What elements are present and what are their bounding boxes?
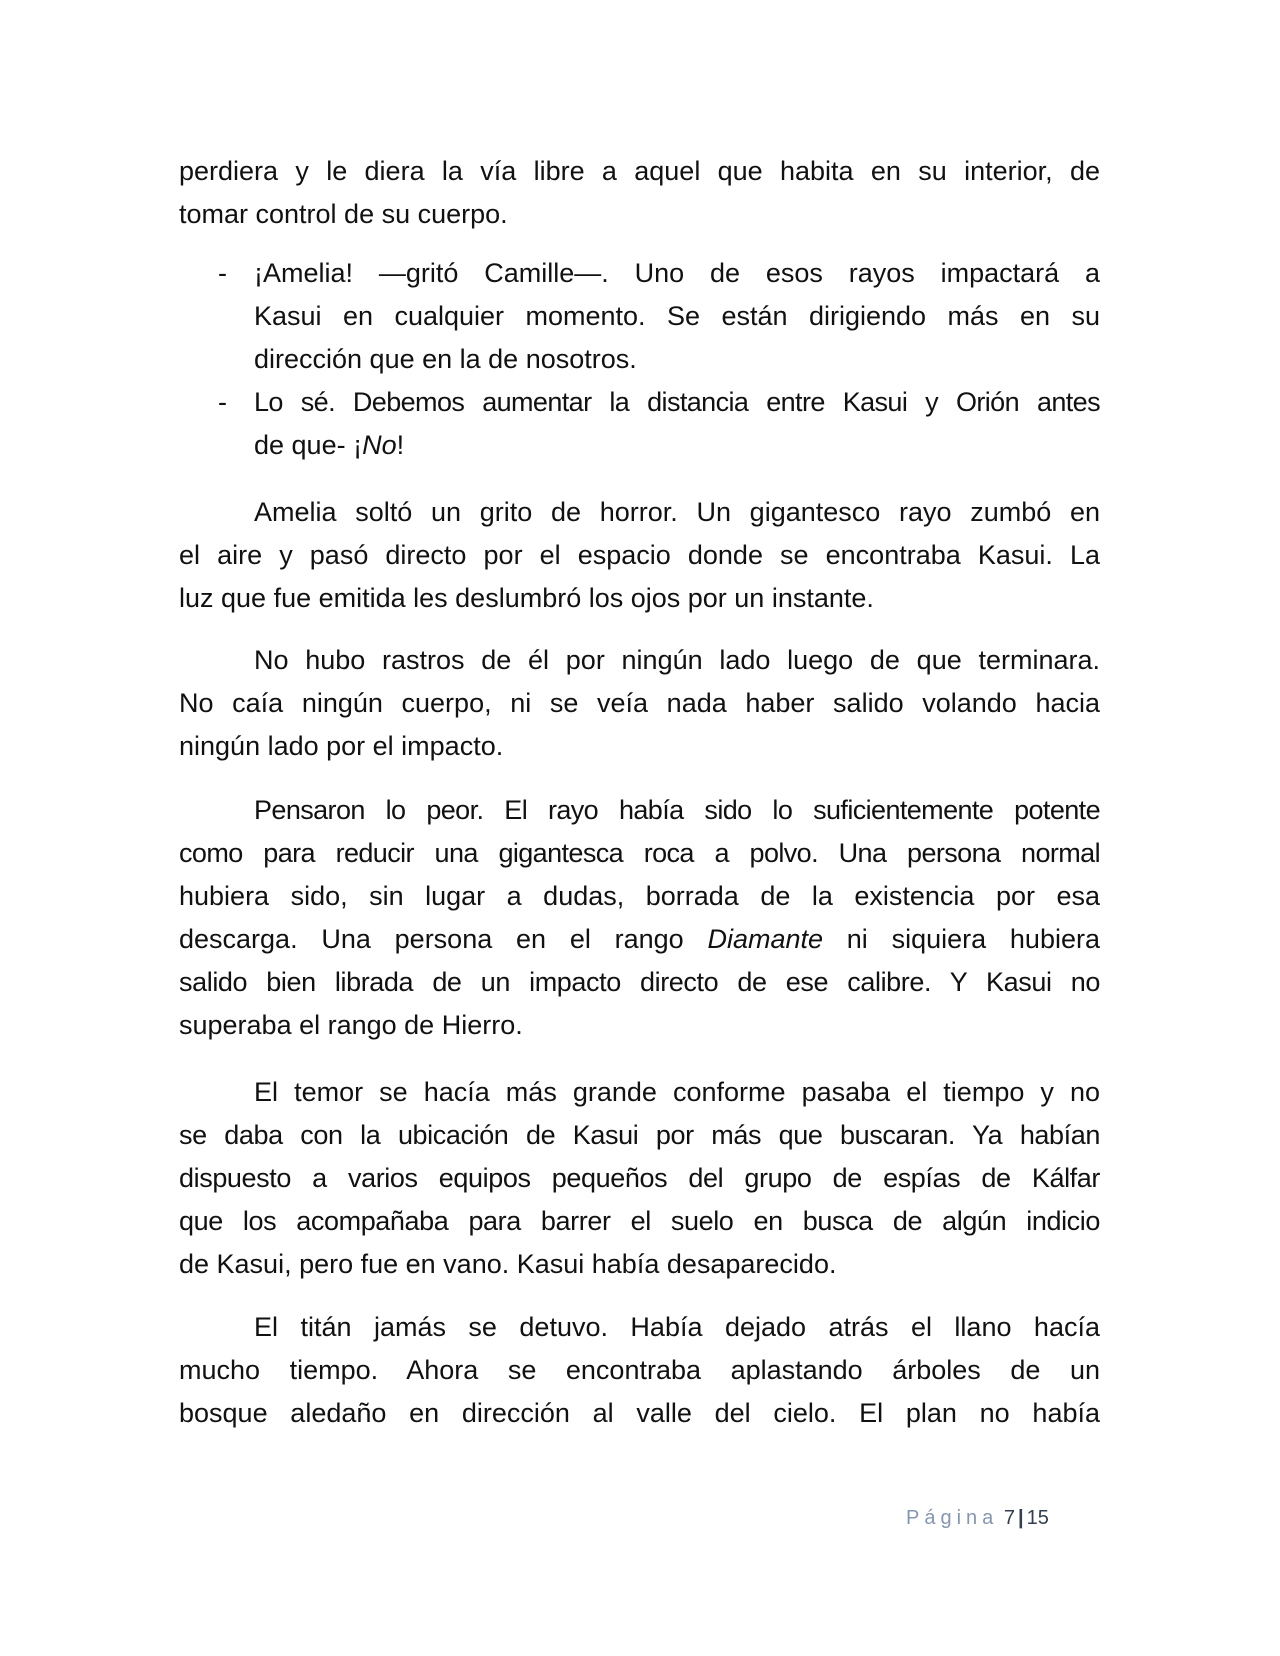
text-line [179,923,1100,955]
text-line: Lo sé. Debemos aumentar la distancia entre Kasui y Orión antes [254,387,1100,417]
text-line: No caía ningún cuerpo, ni se veía nada haber salido volando hacia [179,688,1100,718]
text-line: ningún lado por el impacto. [179,731,504,761]
page-footer [906,1506,1049,1530]
text-line: que los acompañaba para barrer el suelo en busca de algún indicio [179,1206,1100,1236]
text-line: perdiera y le diera la vía libre a aquel que habita en su interior, de [179,156,1100,186]
dialogue-dash: - [218,387,227,417]
page-total: 15 [1026,1507,1049,1529]
text-line: tomar control de su cuerpo. [179,199,508,229]
text-line [254,429,404,461]
text-line: de Kasui, pero fue en vano. Kasui había desaparecido. [179,1249,837,1279]
page-label: Página [906,1507,999,1529]
text-line: se daba con la ubicación de Kasui por más que buscaran. Ya habían [179,1120,1100,1150]
text-line: como para reducir una gigantesca roca a polvo. Una persona normal [179,838,1100,868]
text-line: No hubo rastros de él por ningún lado luego de que terminara. [254,645,1100,675]
text-line: bosque aledaño en dirección al valle del cielo. El plan no había [179,1398,1100,1428]
text-line: El temor se hacía más grande conforme pasaba el tiempo y no [254,1077,1100,1107]
page-number: 7 [1003,1507,1015,1529]
text-line: El titán jamás se detuvo. Había dejado atrás el llano hacía [254,1312,1100,1342]
text-line: hubiera sido, sin lugar a dudas, borrada de la existencia por esa [179,881,1100,911]
text-line: Pensaron lo peor. El rayo había sido lo suficientemente potente [254,795,1100,825]
dialogue-dash: - [218,258,227,288]
text-line: Kasui en cualquier momento. Se están dirigiendo más en su [254,301,1100,331]
text-line: mucho tiempo. Ahora se encontraba aplastando árboles de un [179,1355,1100,1385]
text-line: salido bien librada de un impacto directo de ese calibre. Y Kasui no [179,967,1100,997]
emphasis-text: Diamante [707,924,824,954]
text-line: luz que fue emitida les deslumbró los ojos por un instante. [179,583,874,613]
text-line: ¡Amelia! —gritó Camille—. Uno de esos rayos impactará a [254,258,1100,288]
text-line: dirección que en la de nosotros. [254,344,637,374]
text-run: ! [396,430,405,460]
page-separator: | [1017,1507,1024,1529]
text-run: ni siquiera hubiera [823,924,1100,954]
text-line: Amelia soltó un grito de horror. Un gigantesco rayo zumbó en [254,497,1100,527]
text-run: descarga. Una persona en el rango [179,924,708,954]
emphasis-text: No [362,430,397,460]
text-line: el aire y pasó directo por el espacio donde se encontraba Kasui. La [179,540,1100,570]
text-run: de que- ¡ [254,430,363,460]
text-line: superaba el rango de Hierro. [179,1010,523,1040]
text-line: dispuesto a varios equipos pequeños del grupo de espías de Kálfar [179,1163,1100,1193]
